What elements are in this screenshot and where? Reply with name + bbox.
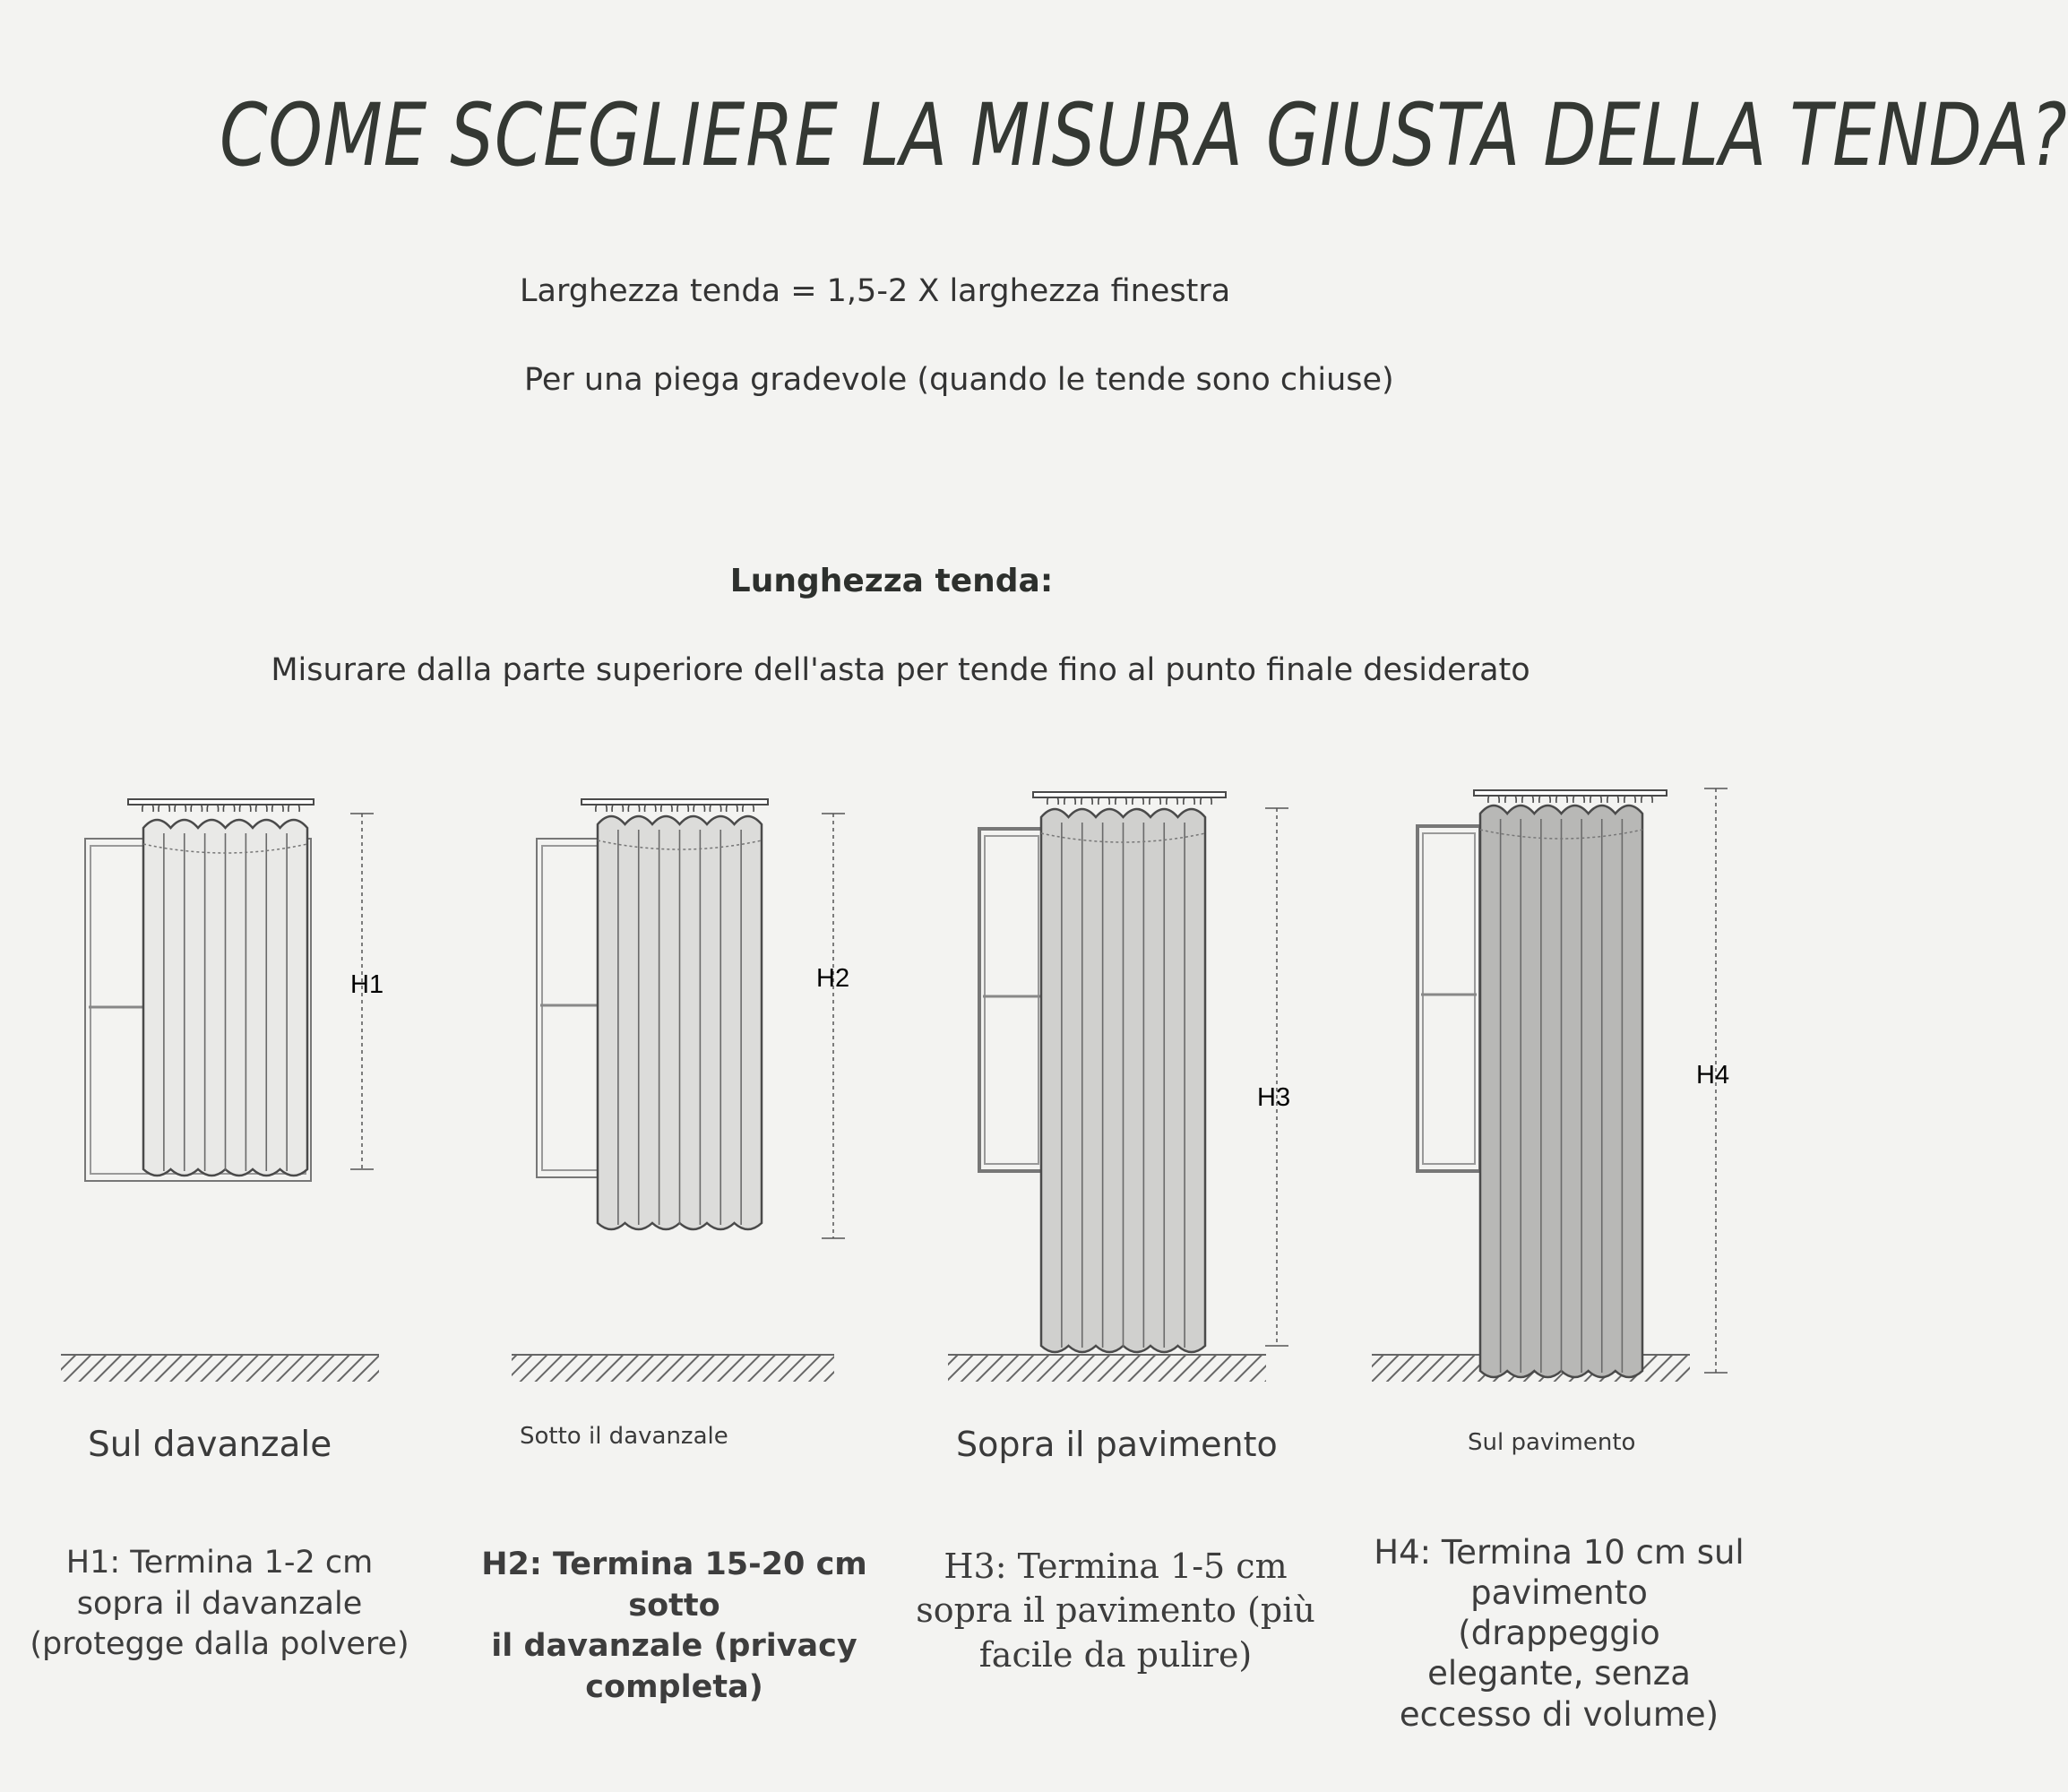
width-note: Per una piega gradevole (quando le tende sono chiuse) <box>524 362 1394 398</box>
option-1-desc-line: sopra il davanzale <box>76 1585 363 1622</box>
option-4-window-inner-frame <box>1423 833 1475 1164</box>
option-1-description <box>18 1543 421 1666</box>
option-4-desc-line: eccesso di volume) <box>1399 1694 1719 1734</box>
option-4-caption: Sul pavimento <box>1468 1429 1636 1456</box>
option-3-floor <box>948 1355 1266 1382</box>
option-4-desc-line: elegante, senza <box>1427 1654 1691 1693</box>
option-1-desc-line: H1: Termina 1-2 cm <box>65 1545 374 1581</box>
option-1-curtain-rod <box>128 799 314 805</box>
length-heading: Lunghezza tenda: <box>729 563 1054 599</box>
option-4-desc-line: H4: Termina 10 cm sul <box>1374 1533 1745 1572</box>
option-1-floor <box>61 1355 379 1382</box>
option-2-desc-line: il davanzale (privacy <box>491 1628 857 1664</box>
option-2-curtain-rod <box>582 799 768 805</box>
option-1-desc-line: (protegge dalla polvere) <box>30 1626 409 1662</box>
option-4-desc-line: (drappeggio <box>1458 1614 1660 1653</box>
option-2-desc-line: completa) <box>585 1668 763 1705</box>
option-2-window-inner-frame <box>542 846 603 1170</box>
option-4-window-frame <box>1417 826 1480 1171</box>
option-2-floor <box>512 1355 834 1382</box>
option-3-caption: Sopra il pavimento <box>956 1425 1278 1464</box>
option-1-mark: H1 <box>350 970 384 999</box>
option-4-desc-line: pavimento <box>1470 1573 1648 1613</box>
option-4-description <box>1357 1532 1761 1735</box>
option-3-desc-line: facile da pulire) <box>978 1634 1253 1675</box>
option-2-mark: H2 <box>816 964 850 993</box>
page-title: COME SCEGLIERE LA MISURA GIUSTA DELLA TENDA? <box>220 85 2068 185</box>
length-note: Misurare dalla parte superiore dell'asta per tende fino al punto finale desiderato <box>271 652 1530 688</box>
option-2-desc-line: H2: Termina 15-20 cm sotto <box>481 1546 867 1624</box>
option-4-curtain-rod <box>1474 790 1667 796</box>
option-3-desc-line: sopra il pavimento (più <box>916 1590 1315 1631</box>
option-3-window-inner-frame <box>985 836 1038 1164</box>
option-3-curtain-rod <box>1033 792 1226 797</box>
option-3-description <box>905 1545 1326 1677</box>
option-3-mark: H3 <box>1257 1083 1291 1112</box>
option-2-caption: Sotto il davanzale <box>520 1423 728 1450</box>
width-rule: Larghezza tenda = 1,5-2 X larghezza finestra <box>520 273 1231 309</box>
option-3-window-frame <box>979 829 1044 1171</box>
option-1-caption: Sul davanzale <box>88 1425 332 1465</box>
option-4-mark: H4 <box>1696 1061 1730 1090</box>
option-2-description <box>457 1545 892 1708</box>
option-3-desc-line: H3: Termina 1-5 cm <box>944 1546 1288 1586</box>
